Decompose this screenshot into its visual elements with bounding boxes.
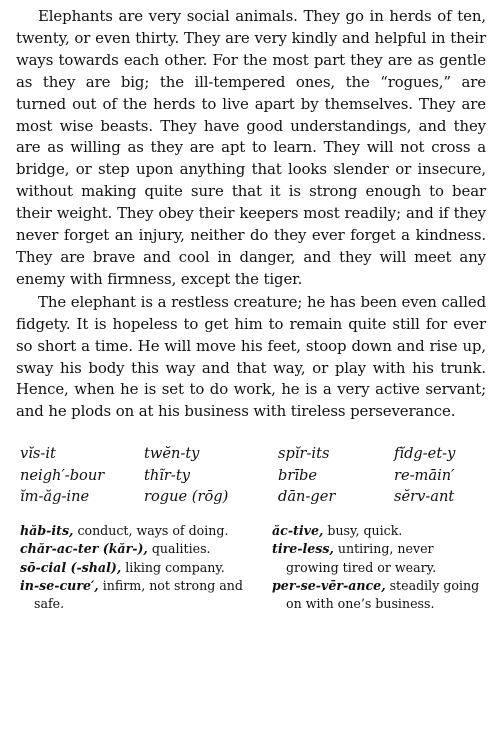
glossary-definition: steadily going on with one’s business.	[286, 577, 480, 612]
glossary-term: ăc-tive,	[272, 522, 324, 538]
vocabulary-word: vĭs-it	[20, 445, 56, 463]
glossary-entry	[272, 522, 486, 540]
glossary-definition: busy, quick.	[323, 522, 403, 538]
glossary-entry	[20, 522, 258, 540]
glossary-definition: liking company.	[121, 559, 225, 575]
glossary-column-right	[272, 522, 486, 614]
vocabulary-word: neigh′-bour	[20, 466, 105, 484]
glossary-definition: qualities.	[147, 541, 211, 557]
vocabulary-word: twĕn-ty	[144, 445, 200, 463]
glossary-term: tire-less,	[272, 541, 334, 557]
glossary-definition: conduct, ways of doing.	[73, 522, 229, 538]
vocabulary-word: rogue (rōg)	[144, 488, 229, 506]
glossary-entry	[20, 577, 258, 614]
paragraph-social-animals: Elephants are very social animals. They go in herds of ten, twenty, or even thirty. They are very kindly and helpful in their ways towards each other. For the most part they are as gentle as they are big; the ill-tempered ones, the “rogues,” are turned out of the herds to live apart by themselves. They are most wise beasts. They have good understandings, and they are as willing as they are apt to learn. They will not cross a bridge, or step upon anything that looks slender or insecure, without making quite sure that it is strong enough to bear their weight. They obey their keepers most readily; and if they never forget an injury, neither do they ever forget a kindness. They are brave and cool in danger, and they will meet any enemy with firmness, except the tiger.	[16, 7, 486, 288]
glossary-term: per-se-vēr-ance,	[272, 577, 386, 593]
glossary-column-left	[20, 522, 258, 614]
glossary-term: sō-cial (-shal),	[20, 559, 122, 575]
glossary	[16, 522, 486, 614]
vocabulary-list	[16, 443, 486, 508]
vocabulary-word: fĭdg-et-y	[394, 445, 456, 463]
vocabulary-word: spĭr-its	[278, 445, 330, 463]
glossary-term: in-se-cure′,	[20, 577, 99, 593]
glossary-entry	[272, 577, 486, 614]
paragraph-restless-creature: The elephant is a restless creature; he has been even called fidgety. It is hopeless to get him to remain quite still for ever so short a time. He will move his feet, stoop down and rise up, sway his body this way and that way, or play with his trunk. Hence, when he is set to do work, he is a very active servant; and he plods on at his business with tireless perseverance.	[16, 292, 486, 421]
vocabulary-word: re-māin′	[394, 466, 455, 484]
vocabulary-word: brībe	[278, 466, 317, 484]
glossary-term: chăr-ac-ter (kăr-),	[20, 541, 148, 557]
glossary-entry	[272, 540, 486, 577]
vocabulary-word: thĩr-ty	[144, 466, 190, 484]
vocabulary-word: sĕrv-ant	[394, 488, 455, 506]
glossary-definition: untiring, never growing tired or weary.	[286, 541, 437, 575]
glossary-definition: infirm, not strong and safe.	[34, 577, 243, 612]
glossary-term: hăb-its,	[20, 522, 74, 538]
glossary-entry	[20, 540, 258, 558]
vocabulary-word: ĭm-ăg-ine	[20, 488, 90, 506]
glossary-entry	[20, 559, 258, 577]
vocabulary-word: dān-ger	[278, 488, 336, 506]
